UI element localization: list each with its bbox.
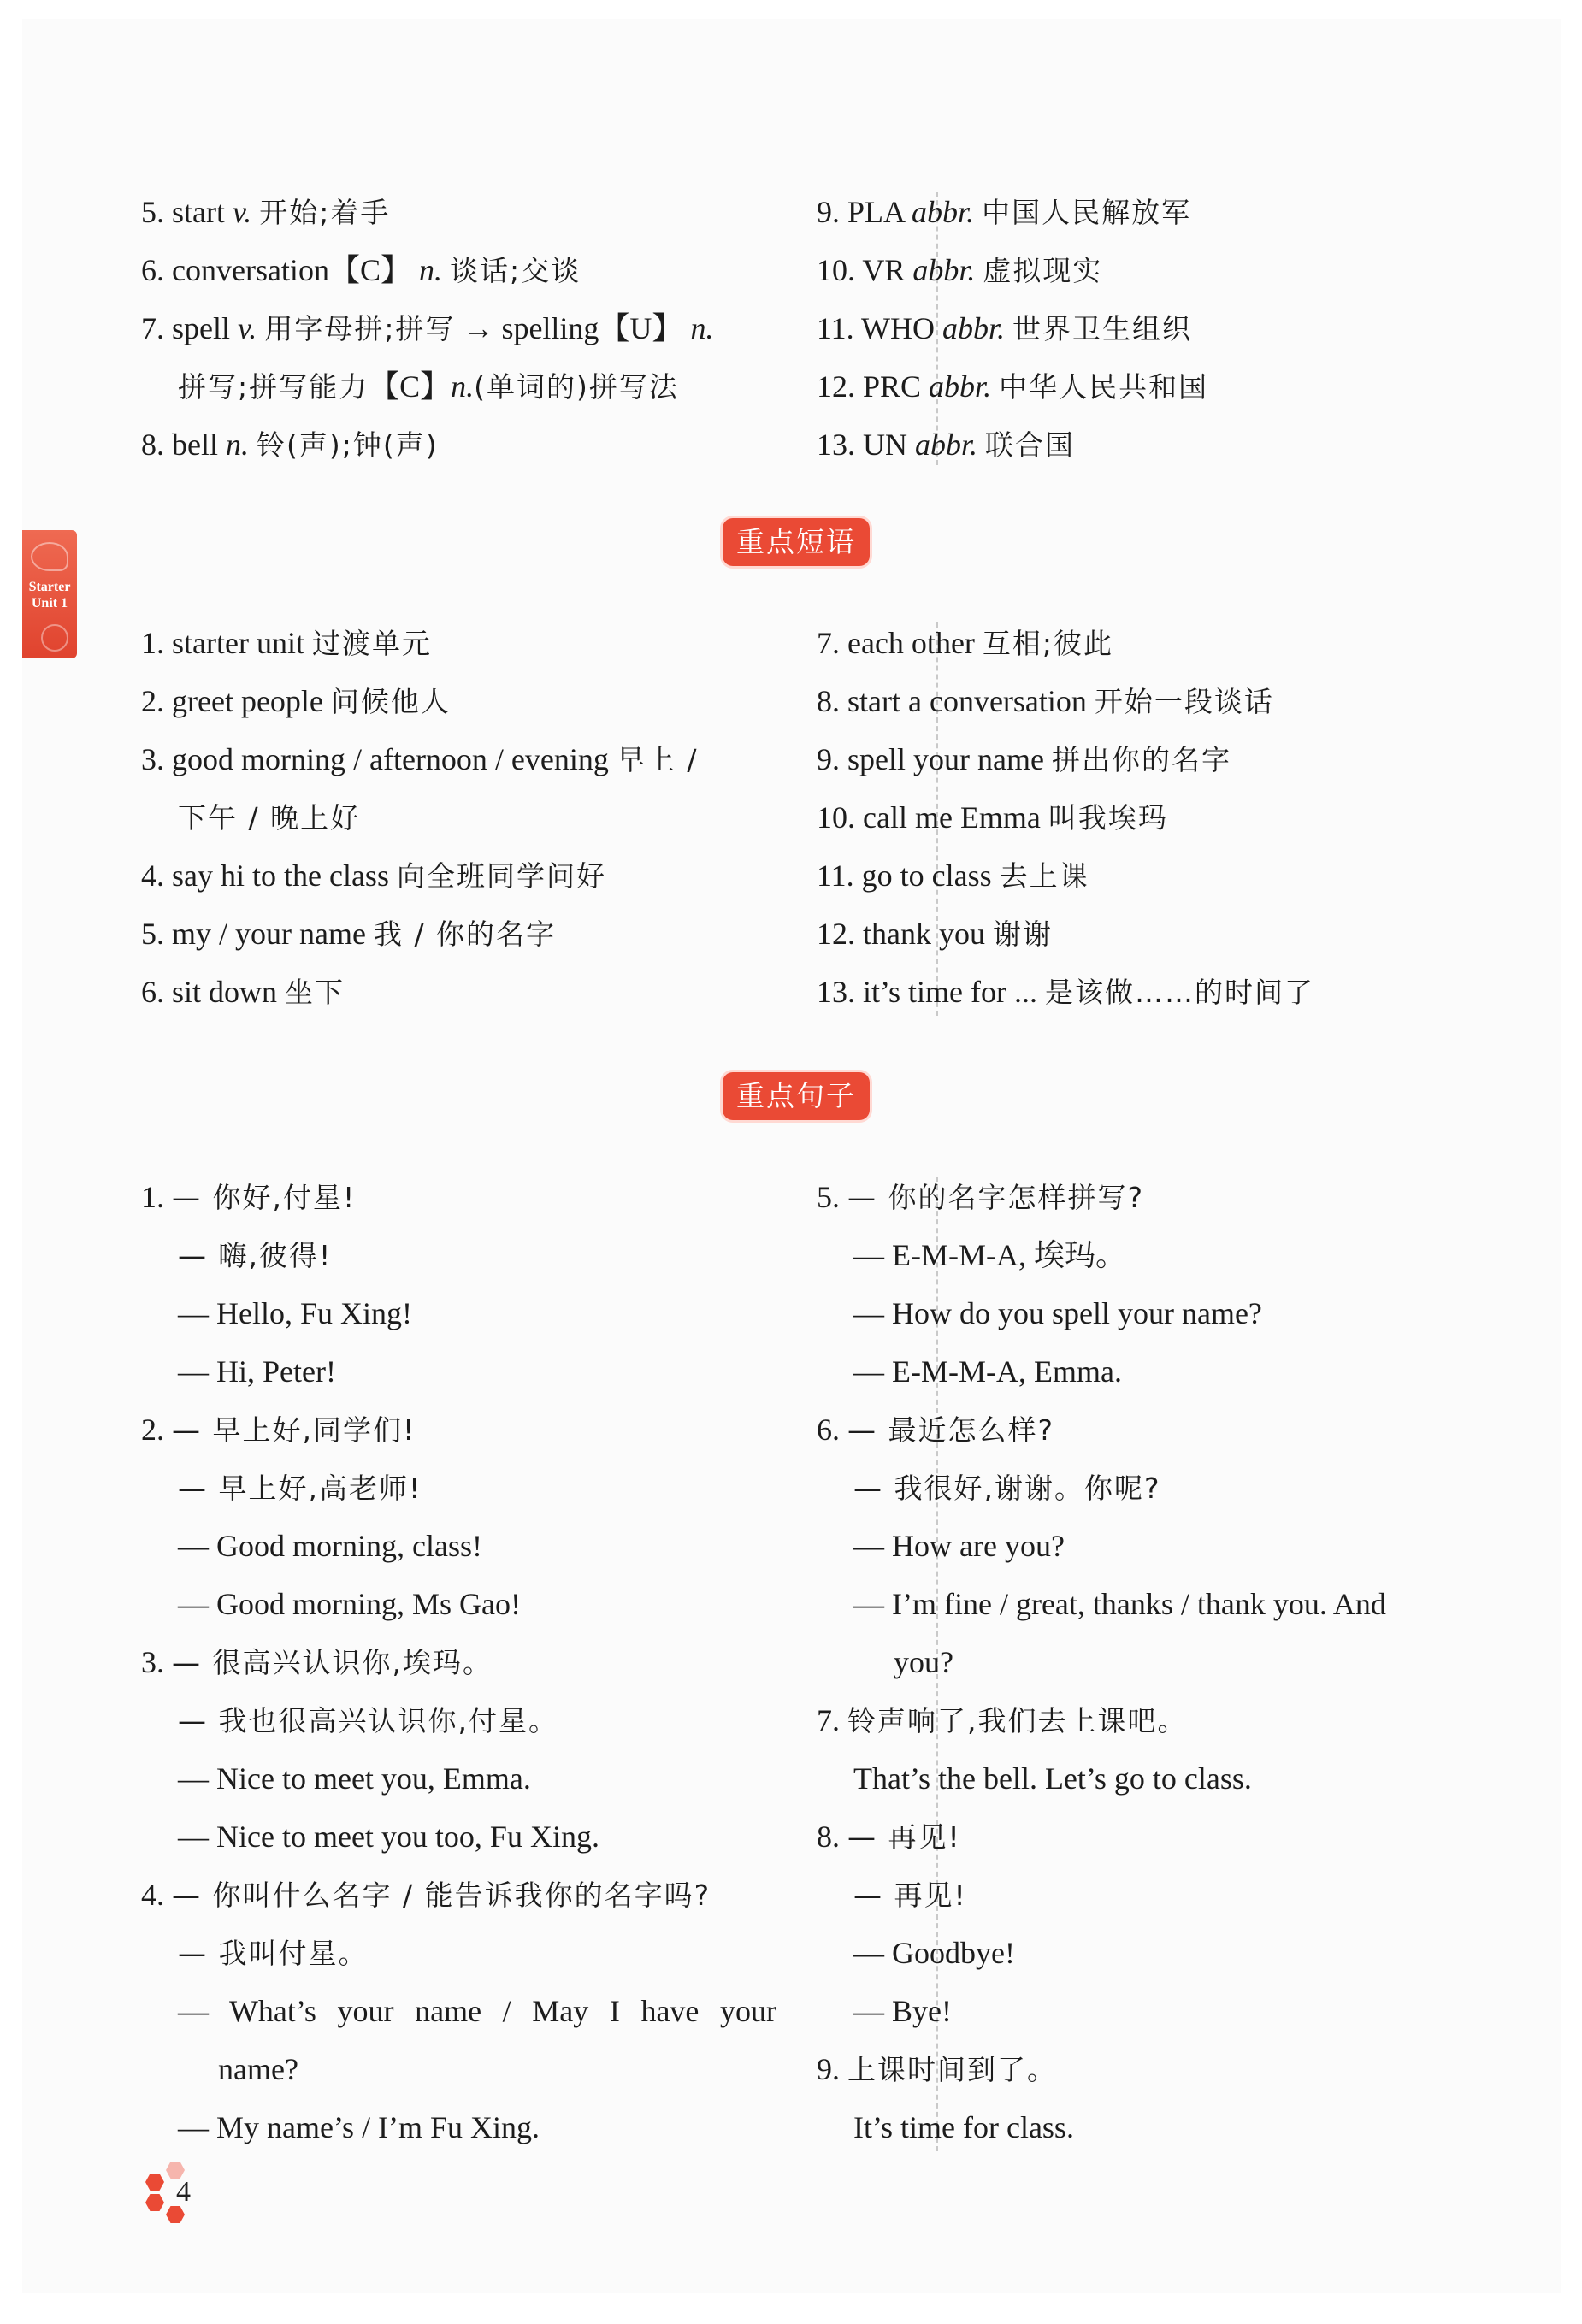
phrase-meaning: 过渡单元 bbox=[311, 627, 432, 660]
item-number: 4. bbox=[141, 858, 164, 893]
item-number: 2. bbox=[141, 1413, 164, 1447]
phrase-line bbox=[141, 614, 778, 672]
phrases-section bbox=[141, 614, 1475, 1024]
sentences-header: 重点句子 bbox=[723, 1072, 870, 1120]
sentence-line bbox=[141, 1924, 778, 1982]
sentence-line bbox=[141, 1808, 778, 1866]
sentence-text: — 再见! bbox=[847, 1820, 961, 1854]
sentence-text: — 我也很高兴认识你,付星。 bbox=[178, 1704, 558, 1737]
vocab-meaning: 铃(声);钟(声) bbox=[256, 428, 439, 462]
vocab-line bbox=[141, 183, 778, 241]
vocab-meaning: 中国人民解放军 bbox=[982, 196, 1192, 229]
item-number: 13. bbox=[817, 975, 855, 1009]
item-number: 10. bbox=[817, 800, 855, 835]
phrase-english: say hi to the class bbox=[172, 858, 389, 893]
page-number: 4 bbox=[176, 2176, 191, 2208]
item-number: 5. bbox=[141, 917, 164, 951]
vocab-line bbox=[141, 416, 778, 474]
sentence-line bbox=[141, 1691, 778, 1749]
vocab-meaning: 世界卫生组织 bbox=[1012, 312, 1193, 345]
sentence-text: 铃声响了,我们去上课吧。 bbox=[847, 1704, 1188, 1737]
sentence-text: — How do you spell your name? bbox=[853, 1296, 1262, 1330]
phrase-english: go to class bbox=[861, 858, 992, 893]
item-number: 9. bbox=[817, 2052, 840, 2086]
sentence-line bbox=[817, 1633, 1475, 1691]
sentence-line bbox=[817, 1342, 1475, 1401]
part-of-speech: abbr. bbox=[942, 311, 1006, 345]
item-number: 13. bbox=[817, 428, 855, 462]
item-number: 7. bbox=[817, 1703, 840, 1737]
arrow-glyph: → bbox=[463, 311, 494, 345]
sentence-text: — What’s your name / May I have your bbox=[178, 1994, 776, 2028]
phrase-meaning: 问候他人 bbox=[330, 685, 451, 718]
sentence-text: — Good morning, Ms Gao! bbox=[178, 1587, 521, 1621]
phrase-line bbox=[141, 846, 778, 905]
vocab-line bbox=[141, 299, 778, 357]
sentence-line bbox=[141, 1749, 778, 1808]
sentence-line bbox=[817, 2040, 1475, 2098]
item-number: 7. bbox=[141, 311, 164, 345]
phrase-english: good morning / afternoon / evening bbox=[172, 742, 609, 776]
phrase-meaning: 开始一段谈话 bbox=[1094, 685, 1274, 718]
sentence-text: — Nice to meet you too, Fu Xing. bbox=[178, 1820, 599, 1854]
swirl-decoration-icon bbox=[41, 624, 68, 652]
sentence-line bbox=[141, 1459, 778, 1517]
item-number: 6. bbox=[141, 975, 164, 1009]
vocab-meaning: 联合国 bbox=[985, 428, 1076, 462]
item-number: 6. bbox=[141, 253, 164, 287]
phrase-english: it’s time for ... bbox=[863, 975, 1037, 1009]
phrase-meaning: 叫我埃玛 bbox=[1048, 801, 1168, 835]
sentence-text: — I’m fine / great, thanks / thank you. And bbox=[853, 1587, 1386, 1621]
sentence-line bbox=[817, 1691, 1475, 1749]
side-tab-line2: Unit 1 bbox=[31, 596, 68, 610]
sentence-text: you? bbox=[894, 1645, 953, 1679]
part-of-speech: n. bbox=[418, 253, 442, 287]
sentence-text: — How are you? bbox=[853, 1529, 1065, 1563]
sentence-line bbox=[141, 1226, 778, 1284]
sentence-text: — Hello, Fu Xing! bbox=[178, 1296, 412, 1330]
phrase-meaning: 去上课 bbox=[999, 859, 1089, 893]
phrase-meaning: 谢谢 bbox=[992, 917, 1053, 951]
phrase-line bbox=[141, 905, 778, 963]
phrase-meaning: 拼出你的名字 bbox=[1051, 743, 1231, 776]
phrase-line bbox=[141, 672, 778, 730]
item-number: 3. bbox=[141, 742, 164, 776]
vocab-meaning: 用字母拼;拼写 bbox=[264, 312, 456, 345]
sentence-line bbox=[817, 1575, 1475, 1633]
phrase-meaning: 是该做……的时间了 bbox=[1044, 976, 1314, 1009]
sentence-line bbox=[817, 1808, 1475, 1866]
sentence-line bbox=[141, 1401, 778, 1459]
sentence-line bbox=[141, 2040, 778, 2098]
part-of-speech: abbr. bbox=[915, 428, 978, 462]
phrase-english: each other bbox=[847, 626, 975, 660]
item-number: 2. bbox=[141, 684, 164, 718]
vocab-word: UN bbox=[863, 428, 907, 462]
item-number: 4. bbox=[141, 1878, 164, 1912]
item-number: 11. bbox=[817, 311, 854, 345]
phrase-line bbox=[817, 614, 1475, 672]
phrase-english: spell your name bbox=[847, 742, 1044, 776]
sentence-line bbox=[817, 2098, 1475, 2156]
sentence-text: — My name’s / I’m Fu Xing. bbox=[178, 2110, 540, 2144]
phrase-line bbox=[817, 788, 1475, 846]
sentence-text: — 早上好,高老师! bbox=[178, 1472, 422, 1505]
phrase-line bbox=[817, 905, 1475, 963]
sentence-line bbox=[817, 1284, 1475, 1342]
sentence-line bbox=[817, 1749, 1475, 1808]
item-number: 10. bbox=[817, 253, 855, 287]
sentence-text: — 我很好,谢谢。你呢? bbox=[853, 1472, 1161, 1505]
part-of-speech: n. bbox=[690, 311, 714, 345]
item-number: 12. bbox=[817, 917, 855, 951]
phrase-english: call me Emma bbox=[863, 800, 1041, 835]
vocab-meaning: 拼写;拼写能力 bbox=[178, 370, 369, 404]
sentence-line bbox=[141, 1284, 778, 1342]
sentence-text: — Goodbye! bbox=[853, 1936, 1015, 1970]
sentence-line bbox=[141, 2098, 778, 2156]
vocab-line bbox=[817, 299, 1475, 357]
part-of-speech: v. bbox=[238, 311, 257, 345]
phrase-english: start a conversation bbox=[847, 684, 1087, 718]
phrase-english: thank you bbox=[863, 917, 985, 951]
item-number: 1. bbox=[141, 1180, 164, 1214]
vocab-line bbox=[817, 241, 1475, 299]
phrase-meaning: 坐下 bbox=[285, 976, 345, 1009]
vocab-word: PLA bbox=[847, 195, 905, 229]
sentence-text: — E-M-M-A, 埃玛。 bbox=[853, 1238, 1126, 1272]
phrase-english: starter unit bbox=[172, 626, 304, 660]
sentence-line bbox=[141, 1575, 778, 1633]
sentence-text: — 再见! bbox=[853, 1879, 967, 1912]
sentence-text: — 很高兴认识你,埃玛。 bbox=[172, 1646, 493, 1679]
side-tab-line1: Starter bbox=[28, 580, 71, 594]
sentence-text: It’s time for class. bbox=[853, 2110, 1074, 2144]
phrase-meaning: 互相;彼此 bbox=[982, 627, 1114, 660]
sentence-text: — 嗨,彼得! bbox=[178, 1239, 333, 1272]
sentence-text: — 最近怎么样? bbox=[847, 1413, 1055, 1447]
vocab-line bbox=[817, 416, 1475, 474]
sentence-line bbox=[141, 1866, 778, 1924]
part-of-speech: n. bbox=[451, 369, 475, 404]
item-number: 5. bbox=[817, 1180, 840, 1214]
sentence-line bbox=[141, 1168, 778, 1226]
vocab-word: PRC bbox=[863, 369, 922, 404]
item-number: 1. bbox=[141, 626, 164, 660]
vocab-meaning: 中华人民共和国 bbox=[999, 370, 1209, 404]
vocab-line bbox=[141, 241, 778, 299]
sentence-line bbox=[141, 1633, 778, 1691]
part-of-speech: abbr. bbox=[912, 195, 975, 229]
item-number: 9. bbox=[817, 742, 840, 776]
sentence-text: — 我叫付星。 bbox=[178, 1937, 369, 1970]
vocabulary-right-column bbox=[817, 183, 1475, 474]
sentence-line bbox=[817, 1866, 1475, 1924]
sentence-text: — 早上好,同学们! bbox=[172, 1413, 416, 1447]
sentence-line bbox=[817, 1924, 1475, 1982]
sentence-text: name? bbox=[218, 2052, 298, 2086]
phrase-english: greet people bbox=[172, 684, 323, 718]
phrases-right-column bbox=[817, 614, 1475, 1021]
phrase-line bbox=[817, 672, 1475, 730]
vocab-meaning: 虚拟现实 bbox=[983, 254, 1103, 287]
sentence-line bbox=[817, 1401, 1475, 1459]
sentence-line bbox=[141, 1517, 778, 1575]
part-of-speech: v. bbox=[232, 195, 252, 229]
vocab-word: bell bbox=[172, 428, 218, 462]
sentence-text: That’s the bell. Let’s go to class. bbox=[853, 1761, 1252, 1796]
phrases-left-column bbox=[141, 614, 778, 1021]
item-number: 6. bbox=[817, 1413, 840, 1447]
sentence-text: — Bye! bbox=[853, 1994, 952, 2028]
phrase-english: my / your name bbox=[172, 917, 366, 951]
item-number: 12. bbox=[817, 369, 855, 404]
sentence-line bbox=[817, 1982, 1475, 2040]
phrase-line bbox=[141, 963, 778, 1021]
vocab-line bbox=[817, 357, 1475, 416]
phrases-header: 重点短语 bbox=[723, 518, 870, 566]
sentences-left-column bbox=[141, 1168, 778, 2156]
derived-word: spelling【U】 bbox=[501, 311, 683, 345]
phrase-line bbox=[817, 963, 1475, 1021]
phrase-line bbox=[817, 730, 1475, 788]
sentence-line bbox=[817, 1226, 1475, 1284]
item-number: 8. bbox=[817, 1820, 840, 1854]
sentence-text: — Hi, Peter! bbox=[178, 1354, 336, 1389]
vocab-word: start bbox=[172, 195, 225, 229]
item-number: 5. bbox=[141, 195, 164, 229]
sentence-line bbox=[141, 1342, 778, 1401]
vocab-meaning: 谈话;交谈 bbox=[449, 254, 581, 287]
sentence-text: — 你的名字怎样拼写? bbox=[847, 1181, 1145, 1214]
phrase-english: sit down bbox=[172, 975, 278, 1009]
countability-mark: 【C】 bbox=[369, 369, 452, 404]
vocabulary-section bbox=[141, 183, 1475, 474]
sentence-text: — Nice to meet you, Emma. bbox=[178, 1761, 531, 1796]
sentence-line bbox=[817, 1168, 1475, 1226]
vocab-line bbox=[141, 357, 778, 416]
sentence-text: — 你叫什么名字 / 能告诉我你的名字吗? bbox=[172, 1879, 711, 1912]
phrase-meaning: 早上 / bbox=[616, 743, 699, 776]
vocab-word: WHO bbox=[861, 311, 936, 345]
phrase-line bbox=[817, 846, 1475, 905]
phrase-meaning: 我 / 你的名字 bbox=[373, 917, 557, 951]
vocabulary-left-column bbox=[141, 183, 778, 474]
vocab-word: VR bbox=[862, 253, 906, 287]
vocab-meaning: 开始;着手 bbox=[259, 196, 391, 229]
item-number: 8. bbox=[141, 428, 164, 462]
sentences-right-column bbox=[817, 1168, 1475, 2156]
sentence-text: — 你好,付星! bbox=[172, 1181, 357, 1214]
item-number: 3. bbox=[141, 1645, 164, 1679]
sentences-section bbox=[141, 1168, 1475, 2160]
item-number: 7. bbox=[817, 626, 840, 660]
sentence-text: — E-M-M-A, Emma. bbox=[853, 1354, 1122, 1389]
part-of-speech: abbr. bbox=[912, 253, 976, 287]
sentence-text: — Good morning, class! bbox=[178, 1529, 482, 1563]
unit-side-tab bbox=[22, 530, 77, 658]
phrase-line bbox=[141, 788, 778, 846]
sentence-text: 上课时间到了。 bbox=[847, 2053, 1057, 2086]
vocab-word: spell bbox=[172, 311, 230, 345]
phrase-meaning: 下午 / 晚上好 bbox=[178, 801, 361, 835]
vocab-line bbox=[817, 183, 1475, 241]
wing-decoration-icon bbox=[31, 542, 68, 571]
vocab-word: conversation【C】 bbox=[172, 253, 411, 287]
part-of-speech: abbr. bbox=[929, 369, 992, 404]
item-number: 8. bbox=[817, 684, 840, 718]
sentence-line bbox=[817, 1517, 1475, 1575]
item-number: 11. bbox=[817, 858, 854, 893]
item-number: 9. bbox=[817, 195, 840, 229]
phrase-meaning: 向全班同学问好 bbox=[396, 859, 606, 893]
part-of-speech: n. bbox=[225, 428, 249, 462]
phrase-line bbox=[141, 730, 778, 788]
sentence-line bbox=[141, 1982, 776, 2040]
sentence-line bbox=[817, 1459, 1475, 1517]
vocab-meaning: (单词的)拼写法 bbox=[474, 370, 679, 404]
